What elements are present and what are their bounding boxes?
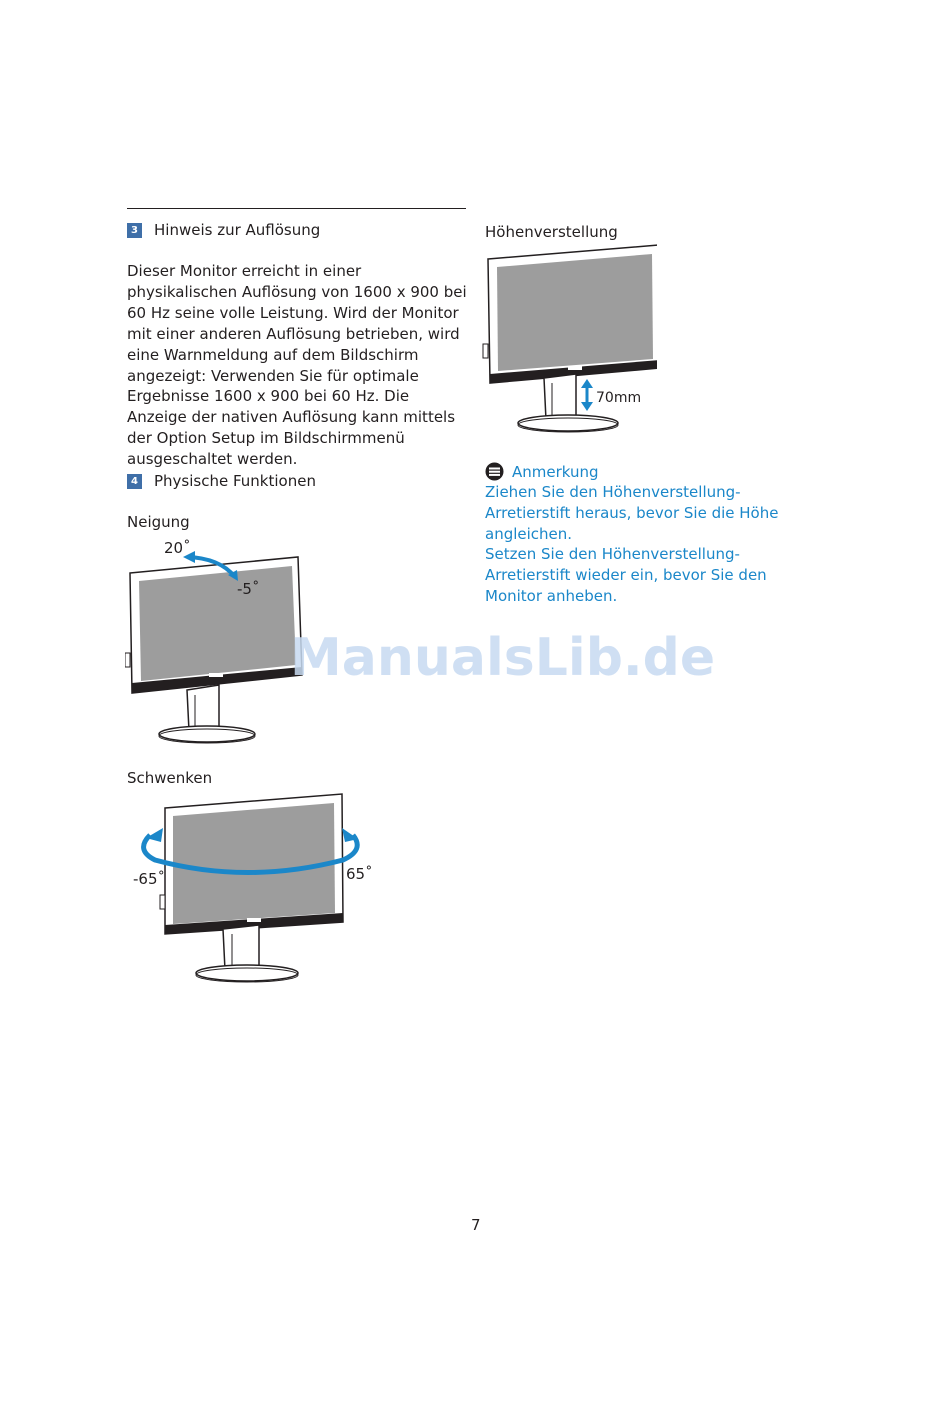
watermark: ManualsLib.de (290, 628, 716, 688)
monitor-swivel-drawing (144, 794, 358, 982)
note-heading (485, 462, 599, 481)
tilt-label: Neigung (127, 513, 190, 531)
swivel-label: Schwenken (127, 769, 213, 787)
note-title: Anmerkung (512, 462, 599, 481)
swivel-angle-left: -65˚ (133, 870, 165, 888)
note-icon (485, 462, 504, 481)
page-number: 7 (471, 1216, 481, 1234)
section-3-title: Hinweis zur Auflösung (154, 221, 321, 239)
section-divider (127, 208, 466, 209)
note-text-1: Ziehen Sie den Höhenverstellung-Arretierstift heraus, bevor Sie die Höhe angleichen. (485, 483, 779, 543)
height-illustration (482, 240, 657, 440)
height-label: Höhenverstellung (485, 223, 618, 241)
section-4-badge: 4 (127, 474, 142, 489)
tilt-illustration (125, 535, 310, 745)
section-4-title: Physische Funktionen (154, 472, 316, 490)
swivel-angle-right: 65˚ (346, 865, 373, 883)
section-3-body: Dieser Monitor erreicht in einer physikalischen Auflösung von 1600 x 900 bei 60 Hz seine volle Leistung. Wird der Monitor mit einer anderen Auflösung betrieben, wird eine Warnmeldung auf dem Bildschirm angezeigt: Verwenden Sie für optimale Ergebnisse 1600 x 900 bei 60 Hz. Die Anzeige der nativen Auflösung kann mittels der Option Setup im Bildschirmmenü ausgeschaltet werden. (127, 262, 467, 469)
monitor-tilt-drawing (125, 551, 302, 743)
swivel-illustration (125, 790, 380, 990)
note-text-2: Setzen Sie den Höhenverstellung-Arretierstift wieder ein, bevor Sie den Monitor anheben. (485, 545, 767, 605)
height-range: 70mm (596, 390, 642, 406)
tilt-angle-up: 20˚ (164, 539, 191, 557)
section-3-heading (127, 221, 320, 239)
tilt-angle-down: -5˚ (237, 580, 260, 598)
section-4-heading (127, 472, 316, 490)
section-3-badge: 3 (127, 223, 142, 238)
